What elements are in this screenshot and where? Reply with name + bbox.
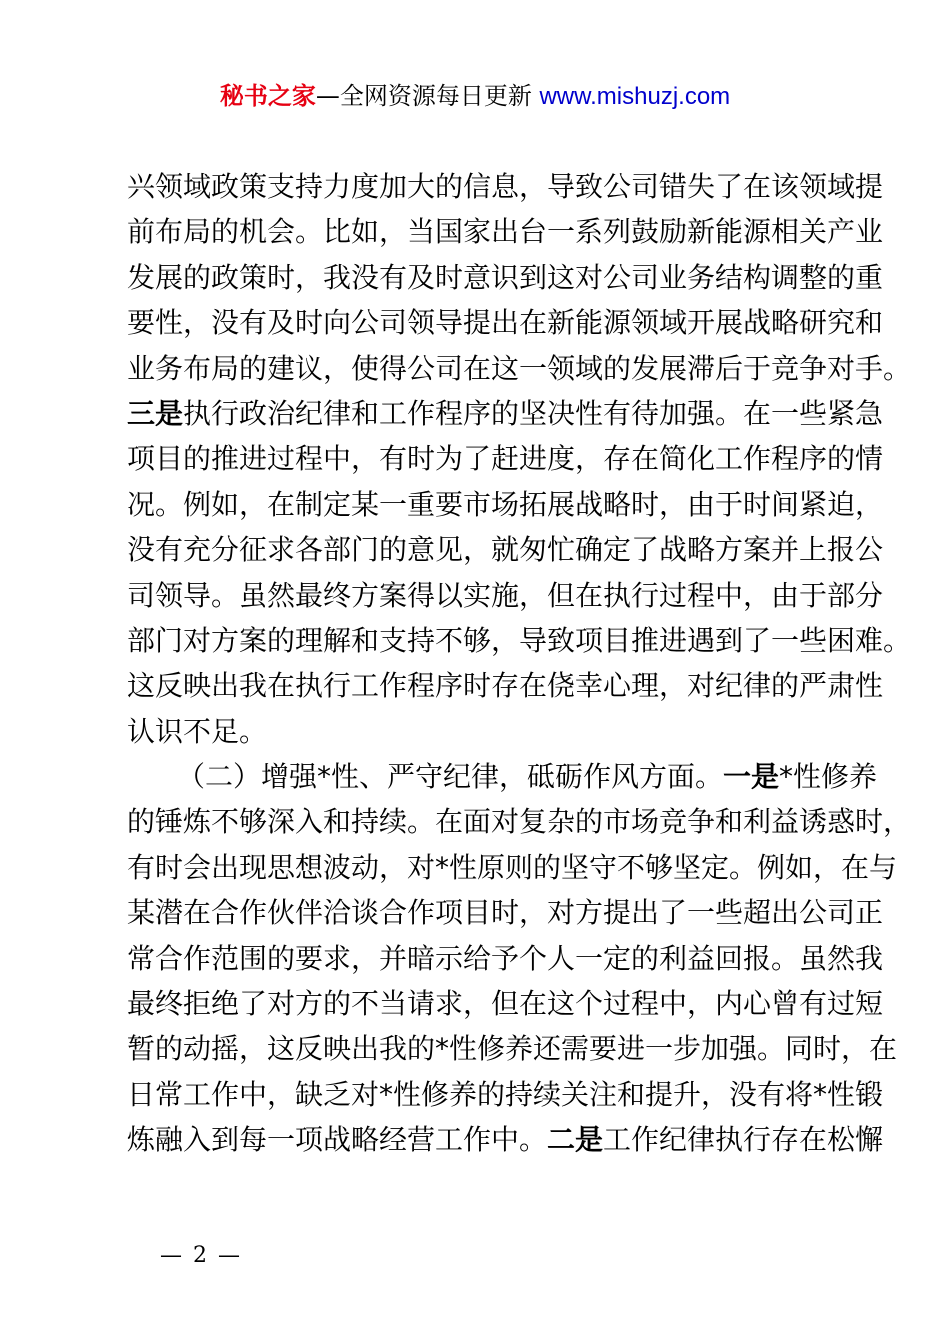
text-line: 项目的推进过程中，有时为了赶进度，存在简化工作程序的情 bbox=[127, 442, 884, 476]
text-line: 部门对方案的理解和支持不够，导致项目推进遇到了一些困难。 bbox=[127, 623, 912, 657]
text-segment: 工作纪律执行存在松懈 bbox=[603, 1123, 884, 1157]
text-line: 前布局的机会。比如，当国家出台一系列鼓励新能源相关产业 bbox=[127, 215, 884, 249]
text-line: 况。例如，在制定某一重要市场拓展战略时，由于时间紧迫， bbox=[127, 487, 884, 521]
text-line: 要性，没有及时向公司领导提出在新能源领域开展战略研究和 bbox=[127, 306, 884, 340]
header-tagline: —全网资源每日更新 bbox=[315, 82, 532, 110]
section-heading: （二）增强*性、严守纪律，砥砺作风方面。 bbox=[177, 760, 724, 794]
text-line: 的锤炼不够深入和持续。在面对复杂的市场竞争和利益诱惑时， bbox=[127, 805, 912, 839]
text-line: 日常工作中，缺乏对*性修养的持续关注和提升，没有将*性锻 bbox=[127, 1077, 884, 1111]
text-line: 某潜在合作伙伴洽谈合作项目时，对方提出了一些超出公司正 bbox=[127, 896, 884, 930]
text-segment: 炼融入到每一项战略经营工作中。 bbox=[127, 1123, 548, 1157]
text-line bbox=[127, 391, 884, 436]
text-line: 暂的动摇，这反映出我的*性修养还需要进一步加强。同时，在 bbox=[127, 1032, 898, 1066]
text-line: 有时会出现思想波动，对*性原则的坚守不够坚定。例如，在与 bbox=[127, 850, 898, 884]
text-line bbox=[127, 1117, 884, 1162]
point-marker: 三是 bbox=[127, 396, 184, 430]
point-marker: 一是 bbox=[723, 760, 780, 794]
text-line: 这反映出我在执行工作程序时存在侥幸心理，对纪律的严肃性 bbox=[127, 669, 884, 703]
header-brand: 秘书之家 bbox=[219, 82, 316, 110]
text-line: 常合作范围的要求，并暗示给予个人一定的利益回报。虽然我 bbox=[127, 941, 884, 975]
text-line: 认识不足。 bbox=[127, 714, 268, 748]
text-line: 业务布局的建议，使得公司在这一领域的发展滞后于竞争对手。 bbox=[127, 351, 912, 385]
text-line: 没有充分征求各部门的意见，就匆忙确定了战略方案并上报公 bbox=[127, 533, 884, 567]
text-segment: 执行政治纪律和工作程序的坚决性有待加强。在一些紧急 bbox=[183, 396, 884, 430]
page-header bbox=[0, 80, 950, 113]
page-number: — 2 — bbox=[160, 1243, 242, 1268]
document-body bbox=[127, 164, 912, 1163]
section-heading-line bbox=[127, 754, 878, 799]
text-line: 发展的政策时，我没有及时意识到这对公司业务结构调整的重 bbox=[127, 260, 884, 294]
text-segment: *性修养 bbox=[779, 760, 878, 794]
header-url-link[interactable]: www.mishuzj.com bbox=[539, 83, 731, 110]
text-line: 兴领域政策支持力度加大的信息，导致公司错失了在该领域提 bbox=[127, 170, 884, 203]
text-line: 司领导。虽然最终方案得以实施，但在执行过程中，由于部分 bbox=[127, 578, 884, 612]
text-line: 最终拒绝了对方的不当请求，但在这个过程中，内心曾有过短 bbox=[127, 987, 884, 1021]
point-marker: 二是 bbox=[547, 1123, 604, 1157]
